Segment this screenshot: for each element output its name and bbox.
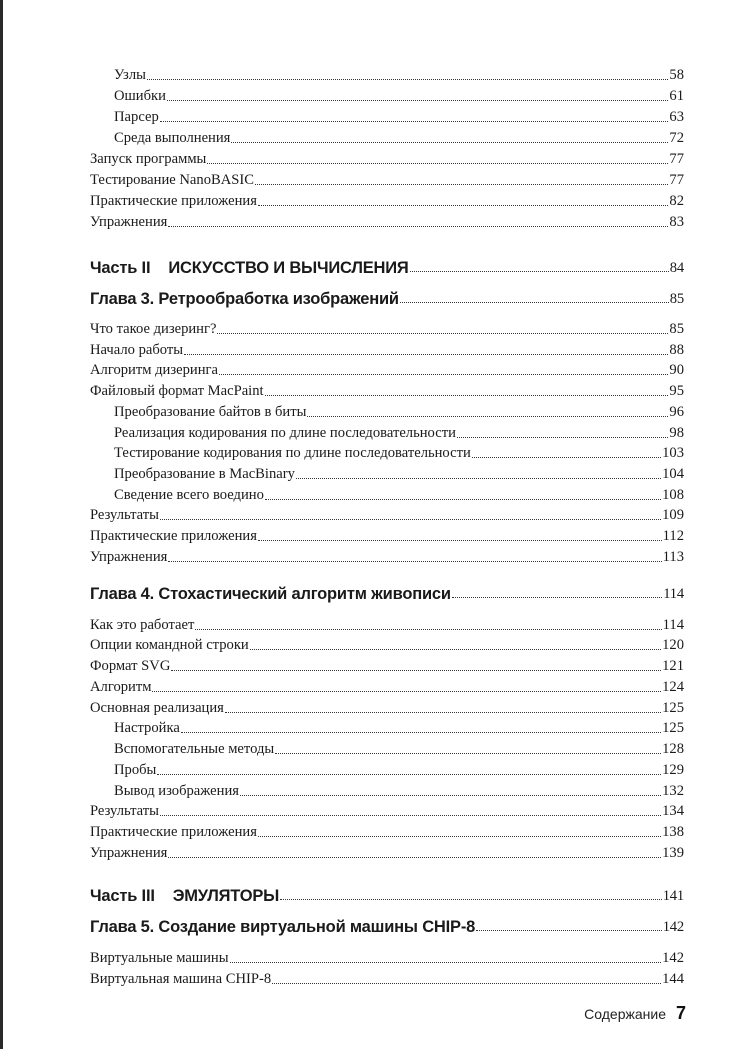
part-label: Часть II [90, 259, 151, 277]
toc-entry-title: Среда выполнения [114, 130, 231, 146]
toc-entry[interactable] [114, 106, 684, 126]
toc-page-number: 129 [662, 762, 684, 778]
toc-page-number: 144 [662, 971, 684, 987]
dot-leader [160, 519, 661, 520]
toc-part[interactable] [90, 251, 684, 277]
toc-part-heading [90, 259, 409, 277]
dot-leader [152, 691, 661, 692]
toc-entry[interactable] [90, 821, 684, 841]
toc-page-number: 108 [662, 487, 684, 503]
toc-page-number: 134 [662, 803, 684, 819]
toc-entry-title: Парсер [114, 109, 159, 125]
toc-entry-title: Упражнения [90, 549, 168, 565]
dot-leader [225, 712, 661, 713]
toc-page-number: 125 [662, 720, 684, 736]
toc-entry-title: Сведение всего воедино [114, 487, 264, 503]
part-title: ЭМУЛЯТОРЫ [172, 887, 280, 905]
toc-entry-title: Тестирование кодирования по длине последовательности [114, 445, 471, 461]
toc-entry-title: Тестирование NanoBASIC [90, 172, 254, 188]
toc-entry[interactable] [90, 318, 684, 338]
toc-entry-title: Практические приложения [90, 193, 257, 209]
dot-leader [255, 184, 668, 185]
toc-entry[interactable] [114, 85, 684, 105]
toc-page-number: 114 [662, 617, 684, 633]
page-number: 7 [675, 1003, 686, 1023]
toc-entry[interactable] [90, 148, 684, 168]
toc-page-number: 85 [669, 291, 684, 307]
toc-page-number: 112 [662, 528, 684, 544]
toc-page-number: 109 [662, 507, 684, 523]
toc-entry-title: Практические приложения [90, 824, 257, 840]
toc-page-number: 58 [669, 67, 684, 83]
toc-page-number: 104 [662, 466, 684, 482]
toc-entry-title: Реализация кодирования по длине последовательности [114, 425, 456, 441]
toc-entry-title: Виртуальные машины [90, 950, 229, 966]
dot-leader [240, 795, 661, 796]
toc-page-number: 63 [669, 109, 684, 125]
toc-page-number: 98 [669, 425, 684, 441]
toc-page-number: 77 [669, 151, 684, 167]
toc-page-number: 124 [662, 679, 684, 695]
toc-entry-title: Настройка [114, 720, 180, 736]
toc-entry[interactable] [114, 64, 684, 84]
dot-leader [410, 271, 669, 272]
dot-leader [250, 649, 661, 650]
toc-entry[interactable] [90, 676, 684, 696]
toc-page-number: 114 [663, 586, 684, 602]
toc-part-heading [90, 887, 279, 905]
toc-entry[interactable] [90, 655, 684, 675]
dot-leader [280, 899, 662, 900]
toc-entry-title: Узлы [114, 67, 146, 83]
dot-leader [452, 597, 662, 598]
dot-leader [184, 354, 668, 355]
toc-page-number: 83 [669, 214, 684, 230]
dot-leader [258, 540, 662, 541]
dot-leader [472, 457, 661, 458]
toc-entry-title: Основная реализация [90, 700, 224, 716]
toc-entry-title: Результаты [90, 507, 159, 523]
toc-entry-title: Практические приложения [90, 528, 257, 544]
toc-page-number: 142 [662, 950, 684, 966]
dot-leader [476, 930, 662, 931]
toc-chapter[interactable] [90, 910, 684, 936]
toc-entry-title: Формат SVG [90, 658, 171, 674]
toc-page-number: 82 [669, 193, 684, 209]
page-footer [584, 1003, 686, 1024]
dot-leader [265, 395, 669, 396]
toc-page-number: 77 [669, 172, 684, 188]
toc-entry-title: Алгоритм дизеринга [90, 362, 218, 378]
toc-entry[interactable] [114, 738, 684, 758]
toc-part[interactable] [90, 879, 684, 905]
toc-chapter[interactable] [90, 282, 684, 308]
dot-leader [207, 163, 668, 164]
part-title: ИСКУССТВО И ВЫЧИСЛЕНИЯ [168, 259, 409, 277]
dot-leader [400, 302, 669, 303]
dot-leader [168, 226, 668, 227]
toc-entry-title: Опции командной строки [90, 637, 249, 653]
dot-leader [258, 836, 661, 837]
toc-entry[interactable] [90, 614, 684, 634]
toc-page-number: 138 [662, 824, 684, 840]
toc-page-number: 85 [669, 321, 684, 337]
dot-leader [272, 983, 661, 984]
toc-entry[interactable] [90, 968, 684, 988]
toc-entry-title: Начало работы [90, 342, 184, 358]
dot-leader [219, 374, 668, 375]
toc-entry[interactable] [114, 717, 684, 737]
toc-entry[interactable] [90, 504, 684, 524]
dot-leader [265, 499, 661, 500]
toc-page-number: 142 [662, 919, 684, 935]
toc-entry[interactable] [114, 463, 684, 483]
dot-leader [195, 629, 661, 630]
dot-leader [231, 142, 668, 143]
part-label: Часть III [90, 887, 155, 905]
toc-page-number: 141 [662, 888, 684, 904]
toc-page-number: 103 [662, 445, 684, 461]
toc-entry[interactable] [90, 169, 684, 189]
toc-entry-title: Алгоритм [90, 679, 152, 695]
toc-entry-title: Упражнения [90, 214, 168, 230]
dot-leader [275, 753, 661, 754]
toc-page-number: 113 [662, 549, 684, 565]
dot-leader [160, 815, 661, 816]
dot-leader [168, 561, 661, 562]
dot-leader [171, 670, 661, 671]
toc-entry-title: Виртуальная машина CHIP-8 [90, 971, 272, 987]
toc-entry[interactable] [90, 800, 684, 820]
dot-leader [160, 121, 669, 122]
toc-page-number: 120 [662, 637, 684, 653]
toc-page-number: 84 [669, 260, 684, 276]
dot-leader [296, 478, 661, 479]
toc-entry-title: Результаты [90, 803, 159, 819]
toc-entry[interactable] [90, 634, 684, 654]
toc-entry[interactable] [114, 127, 684, 147]
toc-entry-title: Запуск программы [90, 151, 207, 167]
toc-entry-title: Преобразование в MacBinary [114, 466, 295, 482]
toc-entry-title: Глава 3. Ретрообработка изображений [90, 290, 399, 308]
toc-page-number: 125 [662, 700, 684, 716]
toc-page-number: 72 [669, 130, 684, 146]
dot-leader [167, 100, 668, 101]
toc-entry[interactable] [90, 190, 684, 210]
toc-entry[interactable] [90, 211, 684, 231]
dot-leader [230, 962, 662, 963]
page-edge [0, 0, 3, 1049]
toc-entry-title: Вспомогательные методы [114, 741, 275, 757]
toc-chapter[interactable] [90, 577, 684, 603]
toc-page-number: 61 [669, 88, 684, 104]
toc-entry[interactable] [90, 339, 684, 359]
toc-entry-title: Как это работает [90, 617, 195, 633]
toc-entry-title: Преобразование байтов в биты [114, 404, 307, 420]
toc-entry[interactable] [90, 842, 684, 862]
toc-entry-title: Файловый формат MacPaint [90, 383, 264, 399]
dot-leader [457, 437, 669, 438]
dot-leader [217, 333, 668, 334]
toc-entry[interactable] [90, 947, 684, 967]
toc-entry[interactable] [90, 359, 684, 379]
toc-entry[interactable] [90, 525, 684, 545]
dot-leader [147, 79, 669, 80]
toc-entry[interactable] [114, 422, 684, 442]
dot-leader [307, 416, 668, 417]
toc-entry-title: Пробы [114, 762, 157, 778]
toc-entry-title: Ошибки [114, 88, 166, 104]
dot-leader [181, 732, 661, 733]
toc-page-number: 128 [662, 741, 684, 757]
dot-leader [258, 205, 668, 206]
toc-entry-title: Упражнения [90, 845, 168, 861]
toc-entry[interactable] [90, 380, 684, 400]
toc-entry-title: Глава 5. Создание виртуальной машины CHIP-8 [90, 918, 476, 936]
toc-entry-title: Что такое дизеринг? [90, 321, 217, 337]
dot-leader [157, 774, 661, 775]
toc-entry[interactable] [90, 697, 684, 717]
toc-entry[interactable] [114, 401, 684, 421]
toc-page-number: 121 [662, 658, 684, 674]
dot-leader [168, 857, 661, 858]
toc-page-number: 90 [669, 362, 684, 378]
toc-page-number: 88 [669, 342, 684, 358]
toc-page-number: 96 [669, 404, 684, 420]
toc-entry[interactable] [90, 546, 684, 566]
toc-entry-title: Вывод изображения [114, 783, 239, 799]
toc-entry[interactable] [114, 759, 684, 779]
toc-entry[interactable] [114, 442, 684, 462]
toc-entry[interactable] [114, 780, 684, 800]
toc-page-number: 132 [662, 783, 684, 799]
toc-entry-title: Глава 4. Стохастический алгоритм живописи [90, 585, 451, 603]
running-footer-label: Содержание [584, 1006, 666, 1022]
toc-page-number: 95 [669, 383, 684, 399]
toc-entry[interactable] [114, 484, 684, 504]
toc-page-number: 139 [662, 845, 684, 861]
